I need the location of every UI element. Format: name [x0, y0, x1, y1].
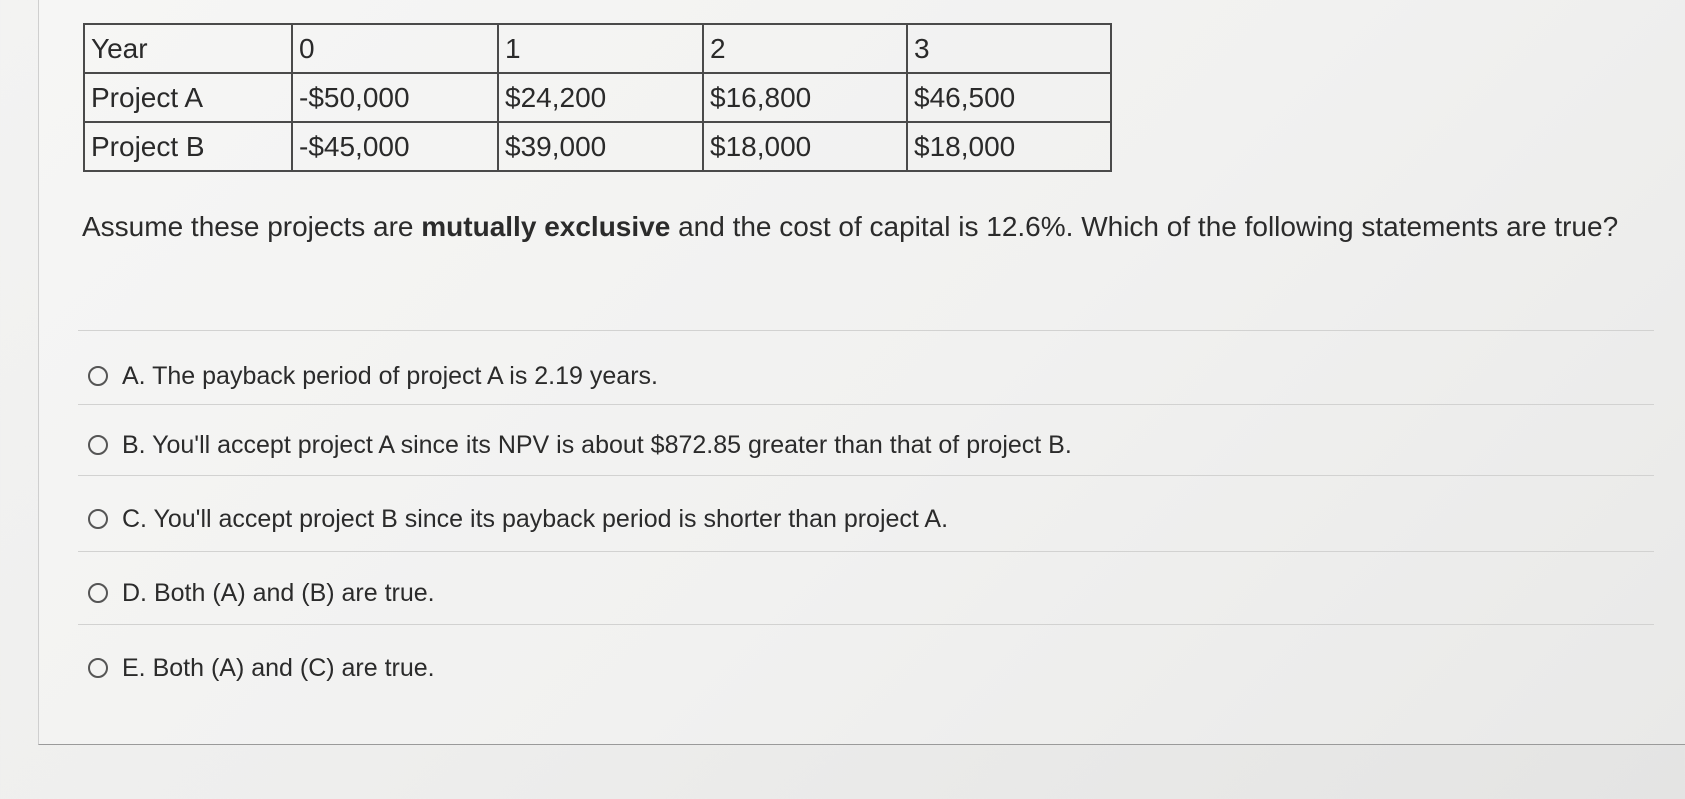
option-label: A. The payback period of project A is 2.19 years.: [122, 361, 658, 390]
divider: [78, 404, 1654, 405]
table-header-cell: 1: [498, 24, 703, 73]
option-label: E. Both (A) and (C) are true.: [122, 653, 435, 682]
option-label: B. You'll accept project A since its NPV is about $872.85 greater than that of project B.: [122, 430, 1072, 459]
table-cell: $18,000: [703, 122, 907, 171]
question-text-part: and the cost of capital is 12.6%. Which of the following statements are true?: [670, 211, 1619, 242]
cash-flow-table: [83, 23, 1112, 172]
table-header-cell: 0: [292, 24, 498, 73]
radio-button-icon[interactable]: [88, 509, 108, 529]
table-header-row: [84, 24, 1111, 73]
divider: [78, 624, 1654, 625]
radio-button-icon[interactable]: [88, 435, 108, 455]
table-header-cell: 3: [907, 24, 1111, 73]
question-text-part: Assume these projects are: [82, 211, 422, 242]
radio-button-icon[interactable]: [88, 583, 108, 603]
table-cell: Project B: [84, 122, 292, 171]
divider: [78, 330, 1654, 331]
radio-button-icon[interactable]: [88, 658, 108, 678]
table-header-cell: Year: [84, 24, 292, 73]
answer-option-b[interactable]: [88, 425, 1072, 465]
question-emphasis: mutually exclusive: [421, 211, 671, 242]
option-label: C. You'll accept project B since its payback period is shorter than project A.: [122, 504, 949, 533]
answer-option-c[interactable]: [88, 499, 948, 539]
table-cell: $18,000: [907, 122, 1111, 171]
radio-button-icon[interactable]: [88, 366, 108, 386]
divider: [78, 551, 1654, 552]
answer-option-e[interactable]: [88, 648, 435, 688]
table-header-cell: 2: [703, 24, 907, 73]
table-cell: -$50,000: [292, 73, 498, 122]
divider: [78, 475, 1654, 476]
table-cell: $46,500: [907, 73, 1111, 122]
question-text: [82, 203, 1622, 251]
table-row: [84, 73, 1111, 122]
option-label: D. Both (A) and (B) are true.: [122, 578, 435, 607]
answer-option-d[interactable]: [88, 573, 435, 613]
table-cell: -$45,000: [292, 122, 498, 171]
table-row: [84, 122, 1111, 171]
table-cell: $16,800: [703, 73, 907, 122]
table-cell: Project A: [84, 73, 292, 122]
table-cell: $39,000: [498, 122, 703, 171]
table-cell: $24,200: [498, 73, 703, 122]
answer-option-a[interactable]: [88, 356, 658, 396]
